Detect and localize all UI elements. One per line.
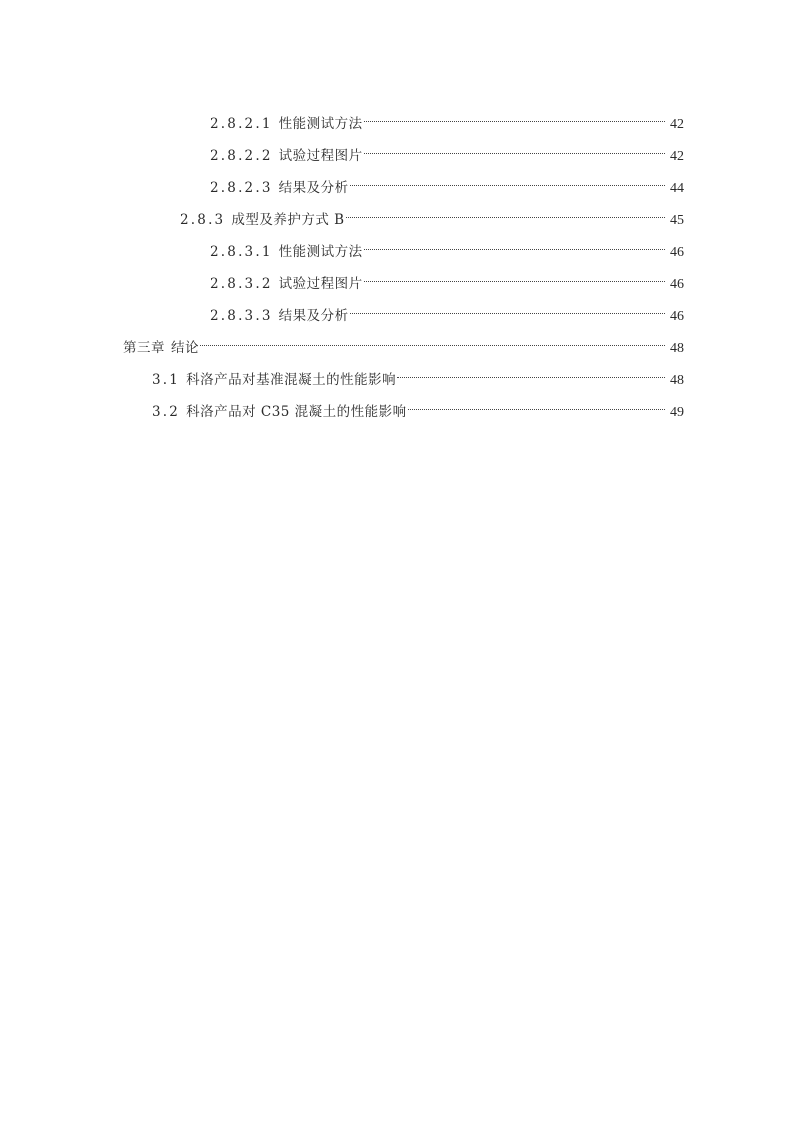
toc-entry-page: 46 bbox=[670, 309, 684, 324]
toc-entry-chapter[interactable] bbox=[123, 330, 684, 356]
toc-dot-leader bbox=[200, 330, 665, 352]
toc-entry[interactable] bbox=[152, 394, 684, 420]
toc-entry-title: 成型及养护方式 B bbox=[231, 212, 345, 228]
toc-entry[interactable] bbox=[210, 138, 684, 164]
toc-dot-leader bbox=[350, 170, 665, 192]
toc-entry-title: 性能测试方法 bbox=[278, 116, 363, 132]
toc-entry[interactable] bbox=[210, 234, 684, 260]
toc-entry-number: 2.8.3 bbox=[180, 212, 226, 228]
toc-entry-number: 2.8.2.1 bbox=[210, 116, 273, 132]
toc-dot-leader bbox=[364, 106, 665, 128]
toc-entry[interactable] bbox=[152, 362, 684, 388]
toc-entry-number: 2.8.2.3 bbox=[210, 180, 273, 196]
toc-entry-title: 科洛产品对 C35 混凝土的性能影响 bbox=[186, 404, 407, 420]
toc-entry[interactable] bbox=[180, 202, 684, 228]
toc-entry-number: 2.8.3.2 bbox=[210, 276, 273, 292]
toc-entry-title: 结论 bbox=[171, 340, 199, 356]
toc-entry-title: 结果及分析 bbox=[278, 180, 349, 196]
toc-entry-page: 42 bbox=[670, 149, 684, 164]
toc-entry-number: 第三章 bbox=[123, 340, 165, 356]
toc-entry-title: 性能测试方法 bbox=[278, 244, 363, 260]
toc-entry-page: 49 bbox=[670, 405, 684, 420]
toc-dot-leader bbox=[364, 266, 665, 288]
toc-entry[interactable] bbox=[210, 170, 684, 196]
toc-entry[interactable] bbox=[210, 298, 684, 324]
toc-dot-leader bbox=[364, 234, 665, 256]
toc-entry-title: 试验过程图片 bbox=[278, 148, 363, 164]
toc-entry-title: 结果及分析 bbox=[278, 308, 349, 324]
toc-entry-title: 试验过程图片 bbox=[278, 276, 363, 292]
toc-dot-leader bbox=[346, 202, 665, 224]
toc-dot-leader bbox=[350, 298, 665, 320]
toc-dot-leader bbox=[364, 138, 665, 160]
toc-entry[interactable] bbox=[210, 266, 684, 292]
toc-entry-number: 2.8.3.1 bbox=[210, 244, 273, 260]
toc-entry-page: 48 bbox=[670, 341, 684, 356]
toc-dot-leader bbox=[408, 394, 665, 416]
toc-entry-number: 3.1 bbox=[152, 372, 181, 388]
toc-entry-number: 2.8.3.3 bbox=[210, 308, 273, 324]
toc-entry-page: 45 bbox=[670, 213, 684, 228]
toc-entry-title: 科洛产品对基准混凝土的性能影响 bbox=[186, 372, 397, 388]
toc-entry-page: 44 bbox=[670, 181, 684, 196]
toc-entry-page: 48 bbox=[670, 373, 684, 388]
toc-entry-page: 42 bbox=[670, 117, 684, 132]
toc-entry-page: 46 bbox=[670, 245, 684, 260]
toc-entry-number: 2.8.2.2 bbox=[210, 148, 273, 164]
toc-entry[interactable] bbox=[210, 106, 684, 132]
toc-entry-number: 3.2 bbox=[152, 404, 181, 420]
toc-entry-page: 46 bbox=[670, 277, 684, 292]
toc-dot-leader bbox=[397, 362, 665, 384]
